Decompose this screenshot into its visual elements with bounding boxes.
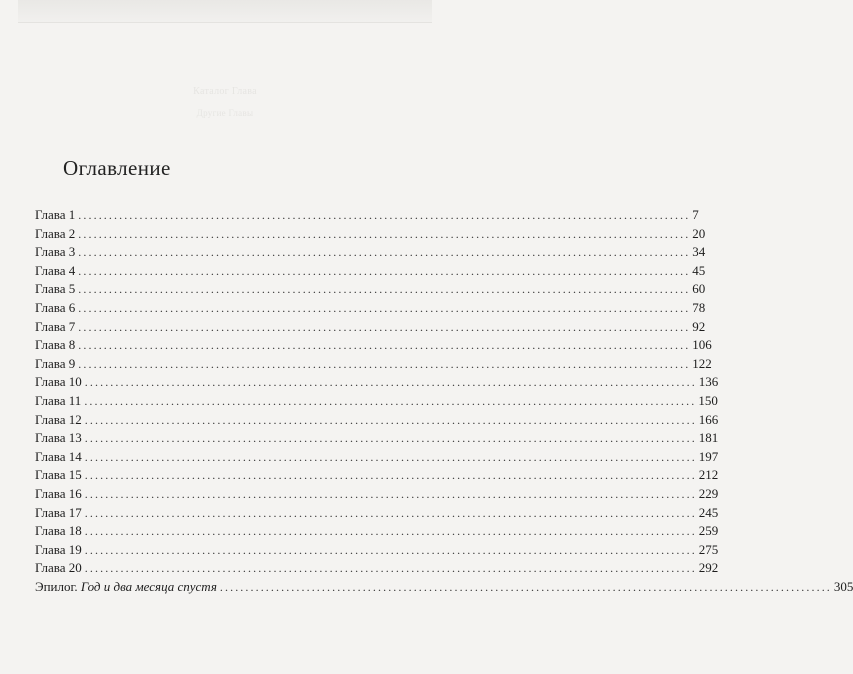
toc-entry-page-number: 34 (692, 244, 706, 260)
dot-leader: ........................................................................................................................ (78, 226, 691, 241)
bleed-through-text: Другие Главы (196, 108, 254, 118)
toc-entry-page-number: 106 (692, 337, 712, 353)
toc-entry (35, 299, 706, 318)
table-of-contents (35, 206, 853, 596)
toc-entry-subtitle: Год и два месяца спустя (80, 578, 217, 594)
toc-entry-title: Глава 2 (35, 225, 76, 241)
toc-entry-page-number: 78 (692, 299, 706, 315)
toc-entry-label (35, 522, 85, 541)
toc-entry-title: Глава 20 (35, 560, 82, 576)
toc-entry-title: Глава 19 (35, 541, 82, 557)
toc-entry (35, 411, 719, 430)
toc-entry (35, 466, 719, 485)
toc-entry-label (35, 299, 78, 318)
dot-leader: ........................................................................................................................ (78, 319, 691, 334)
toc-entry-page-number: 212 (698, 467, 719, 483)
toc-entry-page-number: 292 (698, 560, 719, 576)
toc-entry-label (35, 336, 78, 355)
toc-entry-page-number: 136 (698, 374, 719, 390)
toc-entry (35, 336, 712, 355)
toc-entry-title: Глава 7 (35, 318, 76, 334)
bleed-through-text: Каталог Глава (193, 86, 257, 97)
dot-leader: ........................................................................................................................ (84, 375, 697, 390)
toc-entry-label (35, 411, 85, 430)
dot-leader: ........................................................................................................................ (78, 356, 691, 371)
toc-entry (35, 504, 719, 523)
dot-leader: ........................................................................................................................ (78, 282, 691, 297)
toc-entry-title: Глава 15 (35, 467, 82, 483)
toc-entry (35, 243, 706, 262)
toc-entry (35, 541, 719, 560)
toc-entry-title: Глава 18 (35, 523, 82, 539)
toc-entry-page-number: 122 (692, 355, 712, 371)
toc-entry-label (35, 541, 85, 560)
toc-entry-title: Глава 16 (35, 485, 82, 501)
dot-leader: ........................................................................................................................ (78, 245, 691, 260)
toc-entry-page-number: 259 (698, 523, 719, 539)
dot-leader: ........................................................................................................................ (84, 505, 697, 520)
dot-leader: ........................................................................................................................ (84, 393, 697, 408)
dot-leader: ........................................................................................................................ (219, 579, 832, 594)
toc-entry-title: Глава 5 (35, 281, 76, 297)
toc-entry-page-number: 229 (698, 485, 719, 501)
toc-entry (35, 355, 712, 374)
toc-entry-page-number: 197 (698, 448, 719, 464)
toc-entry-label (35, 262, 78, 281)
toc-entry-title: Глава 8 (35, 337, 76, 353)
dot-leader: ........................................................................................................................ (84, 412, 697, 427)
toc-entry-label (35, 243, 78, 262)
toc-entry (35, 225, 706, 244)
toc-entry-title: Эпилог. (35, 578, 78, 594)
bleed-through-strip (18, 0, 432, 23)
page-title: Оглавление (63, 156, 171, 180)
toc-entry-page-number: 275 (698, 541, 719, 557)
toc-entry-label (35, 578, 220, 597)
dot-leader: ........................................................................................................................ (84, 542, 697, 557)
toc-entry-title: Глава 10 (35, 374, 82, 390)
toc-entry (35, 578, 853, 597)
toc-entry-page-number: 150 (698, 392, 718, 408)
toc-entry-label (35, 280, 78, 299)
toc-entry-title: Глава 1 (35, 207, 76, 222)
toc-entry (35, 318, 706, 337)
toc-entry-label (35, 206, 78, 225)
toc-entry-title: Глава 12 (35, 411, 82, 427)
dot-leader: ........................................................................................................................ (78, 338, 691, 353)
toc-entry-title: Глава 17 (35, 504, 82, 520)
dot-leader: ........................................................................................................................ (84, 524, 697, 539)
toc-entry-label (35, 225, 78, 244)
toc-entry-title: Глава 9 (35, 355, 76, 371)
toc-entry-title: Глава 13 (35, 430, 82, 446)
toc-entry-page-number: 7 (692, 207, 699, 222)
dot-leader: ........................................................................................................................ (78, 208, 691, 222)
toc-entry-label (35, 448, 85, 467)
toc-entry (35, 429, 719, 448)
toc-entry (35, 559, 719, 578)
dot-leader: ........................................................................................................................ (84, 486, 697, 501)
toc-entry-title: Глава 6 (35, 299, 76, 315)
toc-entry-title: Глава 11 (35, 392, 82, 408)
toc-entry-title: Глава 3 (35, 244, 76, 260)
toc-entry-page-number: 305 (833, 578, 853, 594)
dot-leader: ........................................................................................................................ (84, 449, 697, 464)
toc-entry-title: Глава 4 (35, 262, 76, 278)
toc-entry-page-number: 20 (692, 225, 706, 241)
dot-leader: ........................................................................................................................ (84, 431, 697, 446)
toc-entry-label (35, 318, 78, 337)
toc-entry-page-number: 166 (698, 411, 719, 427)
dot-leader: ........................................................................................................................ (84, 468, 697, 483)
toc-entry (35, 206, 699, 225)
toc-entry-label (35, 559, 85, 578)
toc-entry (35, 262, 706, 281)
toc-entry (35, 392, 718, 411)
dot-leader: ........................................................................................................................ (78, 300, 691, 315)
toc-entry-label (35, 373, 85, 392)
dot-leader: ........................................................................................................................ (78, 263, 691, 278)
toc-entry (35, 448, 719, 467)
toc-entry-label (35, 392, 84, 411)
toc-entry-label (35, 429, 85, 448)
toc-entry (35, 373, 719, 392)
toc-entry-label (35, 355, 78, 374)
toc-entry-page-number: 181 (698, 430, 719, 446)
toc-entry-page-number: 245 (698, 504, 719, 520)
toc-entry-label (35, 485, 85, 504)
toc-entry-label (35, 504, 85, 523)
toc-entry (35, 522, 719, 541)
toc-entry-label (35, 466, 85, 485)
toc-entry-title: Глава 14 (35, 448, 82, 464)
toc-entry-page-number: 92 (692, 318, 706, 334)
toc-entry (35, 280, 706, 299)
toc-entry-page-number: 45 (692, 262, 706, 278)
dot-leader: ........................................................................................................................ (84, 561, 697, 576)
toc-entry (35, 485, 719, 504)
toc-entry-page-number: 60 (692, 281, 706, 297)
